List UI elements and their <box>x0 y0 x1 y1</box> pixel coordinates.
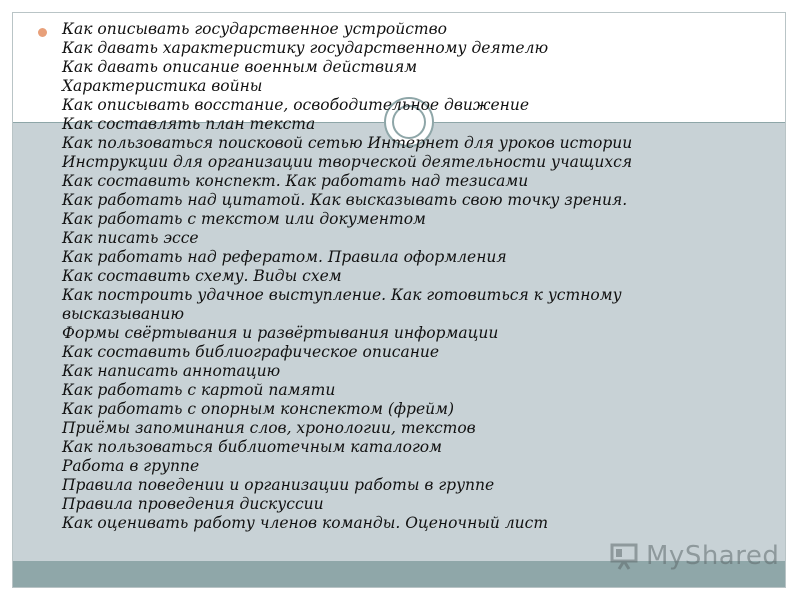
list-item: Правила проведения дискуссии <box>62 495 324 513</box>
list-item: Как работать над цитатой. Как высказывать свою точку зрения. <box>62 191 628 209</box>
list-item: Как оценивать работу членов команды. Оценочный лист <box>62 514 549 532</box>
list-item: Как написать аннотацию <box>62 362 281 380</box>
list-item: Как составлять план текста <box>62 115 316 133</box>
list-item: Как пользоваться библиотечным каталогом <box>62 438 442 456</box>
bullet-dot <box>38 28 47 37</box>
list-item: Как работать с текстом или документом <box>62 210 426 228</box>
list-item: Как построить удачное выступление. Как готовиться к устному <box>62 286 622 304</box>
list-item: Как давать характеристику государственному деятелю <box>62 39 549 57</box>
list-item: Приёмы запоминания слов, хронологии, текстов <box>62 419 476 437</box>
list-item: Инструкции для организации творческой деятельности учащихся <box>62 153 633 171</box>
list-item: Как составить схему. Виды схем <box>62 267 342 285</box>
list-item: Как составить конспект. Как работать над тезисами <box>62 172 529 190</box>
list-item: Работа в группе <box>62 457 200 475</box>
list-item: Характеристика войны <box>62 77 263 95</box>
watermark-text: MyShared <box>646 541 780 571</box>
list-item: Как работать над рефератом. Правила оформления <box>62 248 507 266</box>
presentation-board-icon <box>610 542 640 570</box>
list-item: Как работать с картой памяти <box>62 381 336 399</box>
list-item: Как пользоваться поисковой сетью Интернет для уроков истории <box>62 134 633 152</box>
list-item: Формы свёртывания и развёртывания информации <box>62 324 499 342</box>
list-item: Как составить библиографическое описание <box>62 343 440 361</box>
list-item: Как давать описание военным действиям <box>62 58 418 76</box>
topic-list <box>38 20 758 533</box>
list-item: Как работать с опорным конспектом (фрейм) <box>62 400 455 418</box>
list-item: Как писать эссе <box>62 229 199 247</box>
list-item: Правила поведении и организации работы в группе <box>62 476 495 494</box>
list-item: высказыванию <box>62 305 185 323</box>
slide-content <box>38 20 758 533</box>
list-item: Как описывать восстание, освободительное движение <box>62 96 529 114</box>
watermark <box>610 538 779 574</box>
list-item: Как описывать государственное устройство <box>62 20 447 38</box>
